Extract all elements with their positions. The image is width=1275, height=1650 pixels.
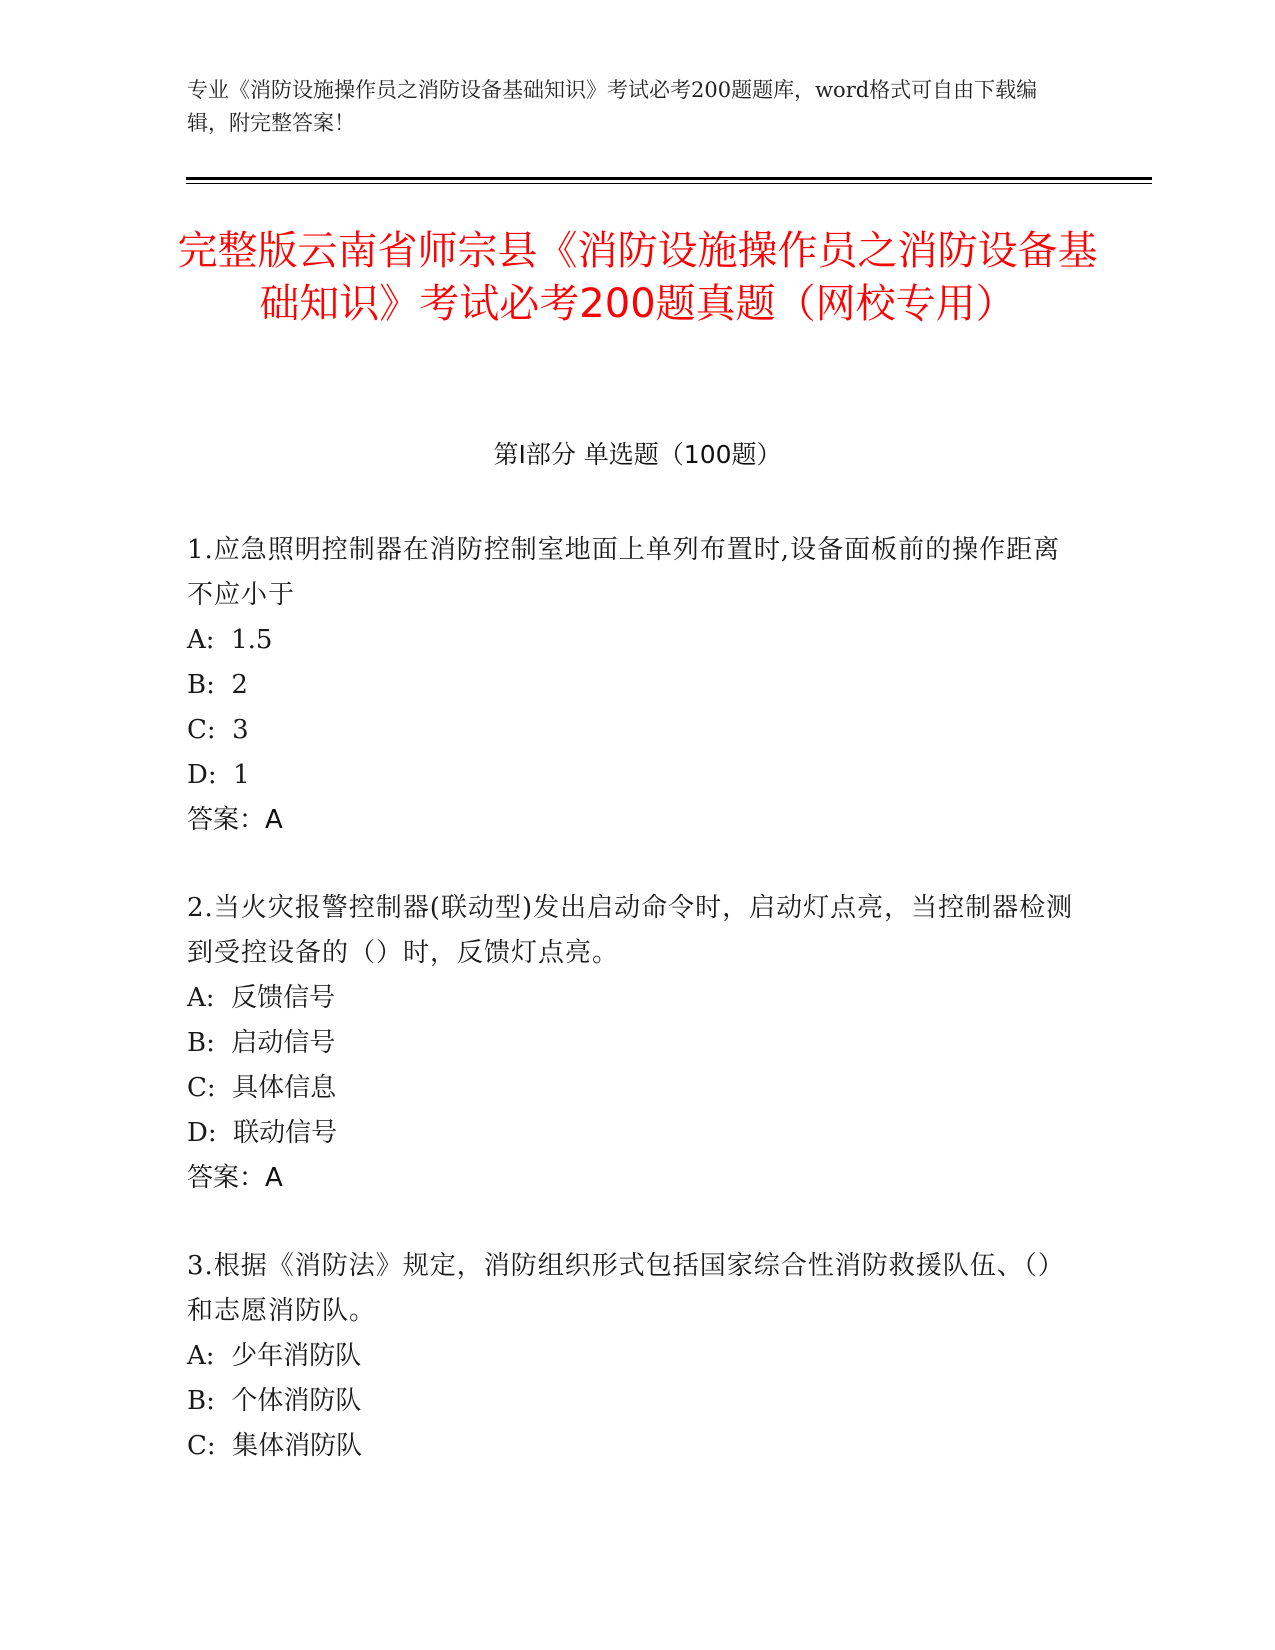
- option-b: B: 个体消防队: [187, 1386, 362, 1416]
- question-stem: 1.应急照明控制器在消防控制室地面上单列布置时,设备面板前的操作距离不应小于: [187, 535, 1061, 610]
- option-a: A: 1.5: [187, 625, 273, 655]
- option-c: C: 具体信息: [187, 1073, 337, 1103]
- option-a: A: 反馈信号: [187, 983, 336, 1013]
- answer-text: 答案：A: [187, 1163, 283, 1193]
- option-d: D: 联动信号: [187, 1118, 338, 1148]
- section-heading: 第I部分 单选题（100题）: [493, 440, 782, 469]
- option-a: A: 少年消防队: [187, 1341, 362, 1371]
- question-2: [187, 886, 1087, 1201]
- question-stem: 3.根据《消防法》规定，消防组织形式包括国家综合性消防救援队伍、（）和志愿消防队。: [187, 1251, 1065, 1326]
- question-3: [187, 1244, 1087, 1469]
- option-b: B: 2: [187, 670, 248, 700]
- header-rule-thin: [186, 183, 1152, 184]
- option-b: B: 启动信号: [187, 1028, 336, 1058]
- option-d: D: 1: [187, 760, 250, 790]
- question-list: [187, 528, 1087, 1512]
- header-rule-thick: [186, 177, 1152, 180]
- header-note: 专业《消防设施操作员之消防设备基础知识》考试必考200题题库，word格式可自由下载编辑，附完整答案！: [187, 78, 1038, 135]
- option-c: C: 集体消防队: [187, 1431, 363, 1461]
- question-stem: 2.当火灾报警控制器(联动型)发出启动命令时，启动灯点亮，当控制器检测到受控设备的（）时，反馈灯点亮。: [187, 893, 1074, 968]
- option-c: C: 3: [187, 715, 249, 745]
- answer-text: 答案：A: [187, 805, 283, 835]
- question-1: [187, 528, 1087, 843]
- document-title: 完整版云南省师宗县《消防设施操作员之消防设备基础知识》考试必考200题真题（网校专用）: [177, 228, 1098, 327]
